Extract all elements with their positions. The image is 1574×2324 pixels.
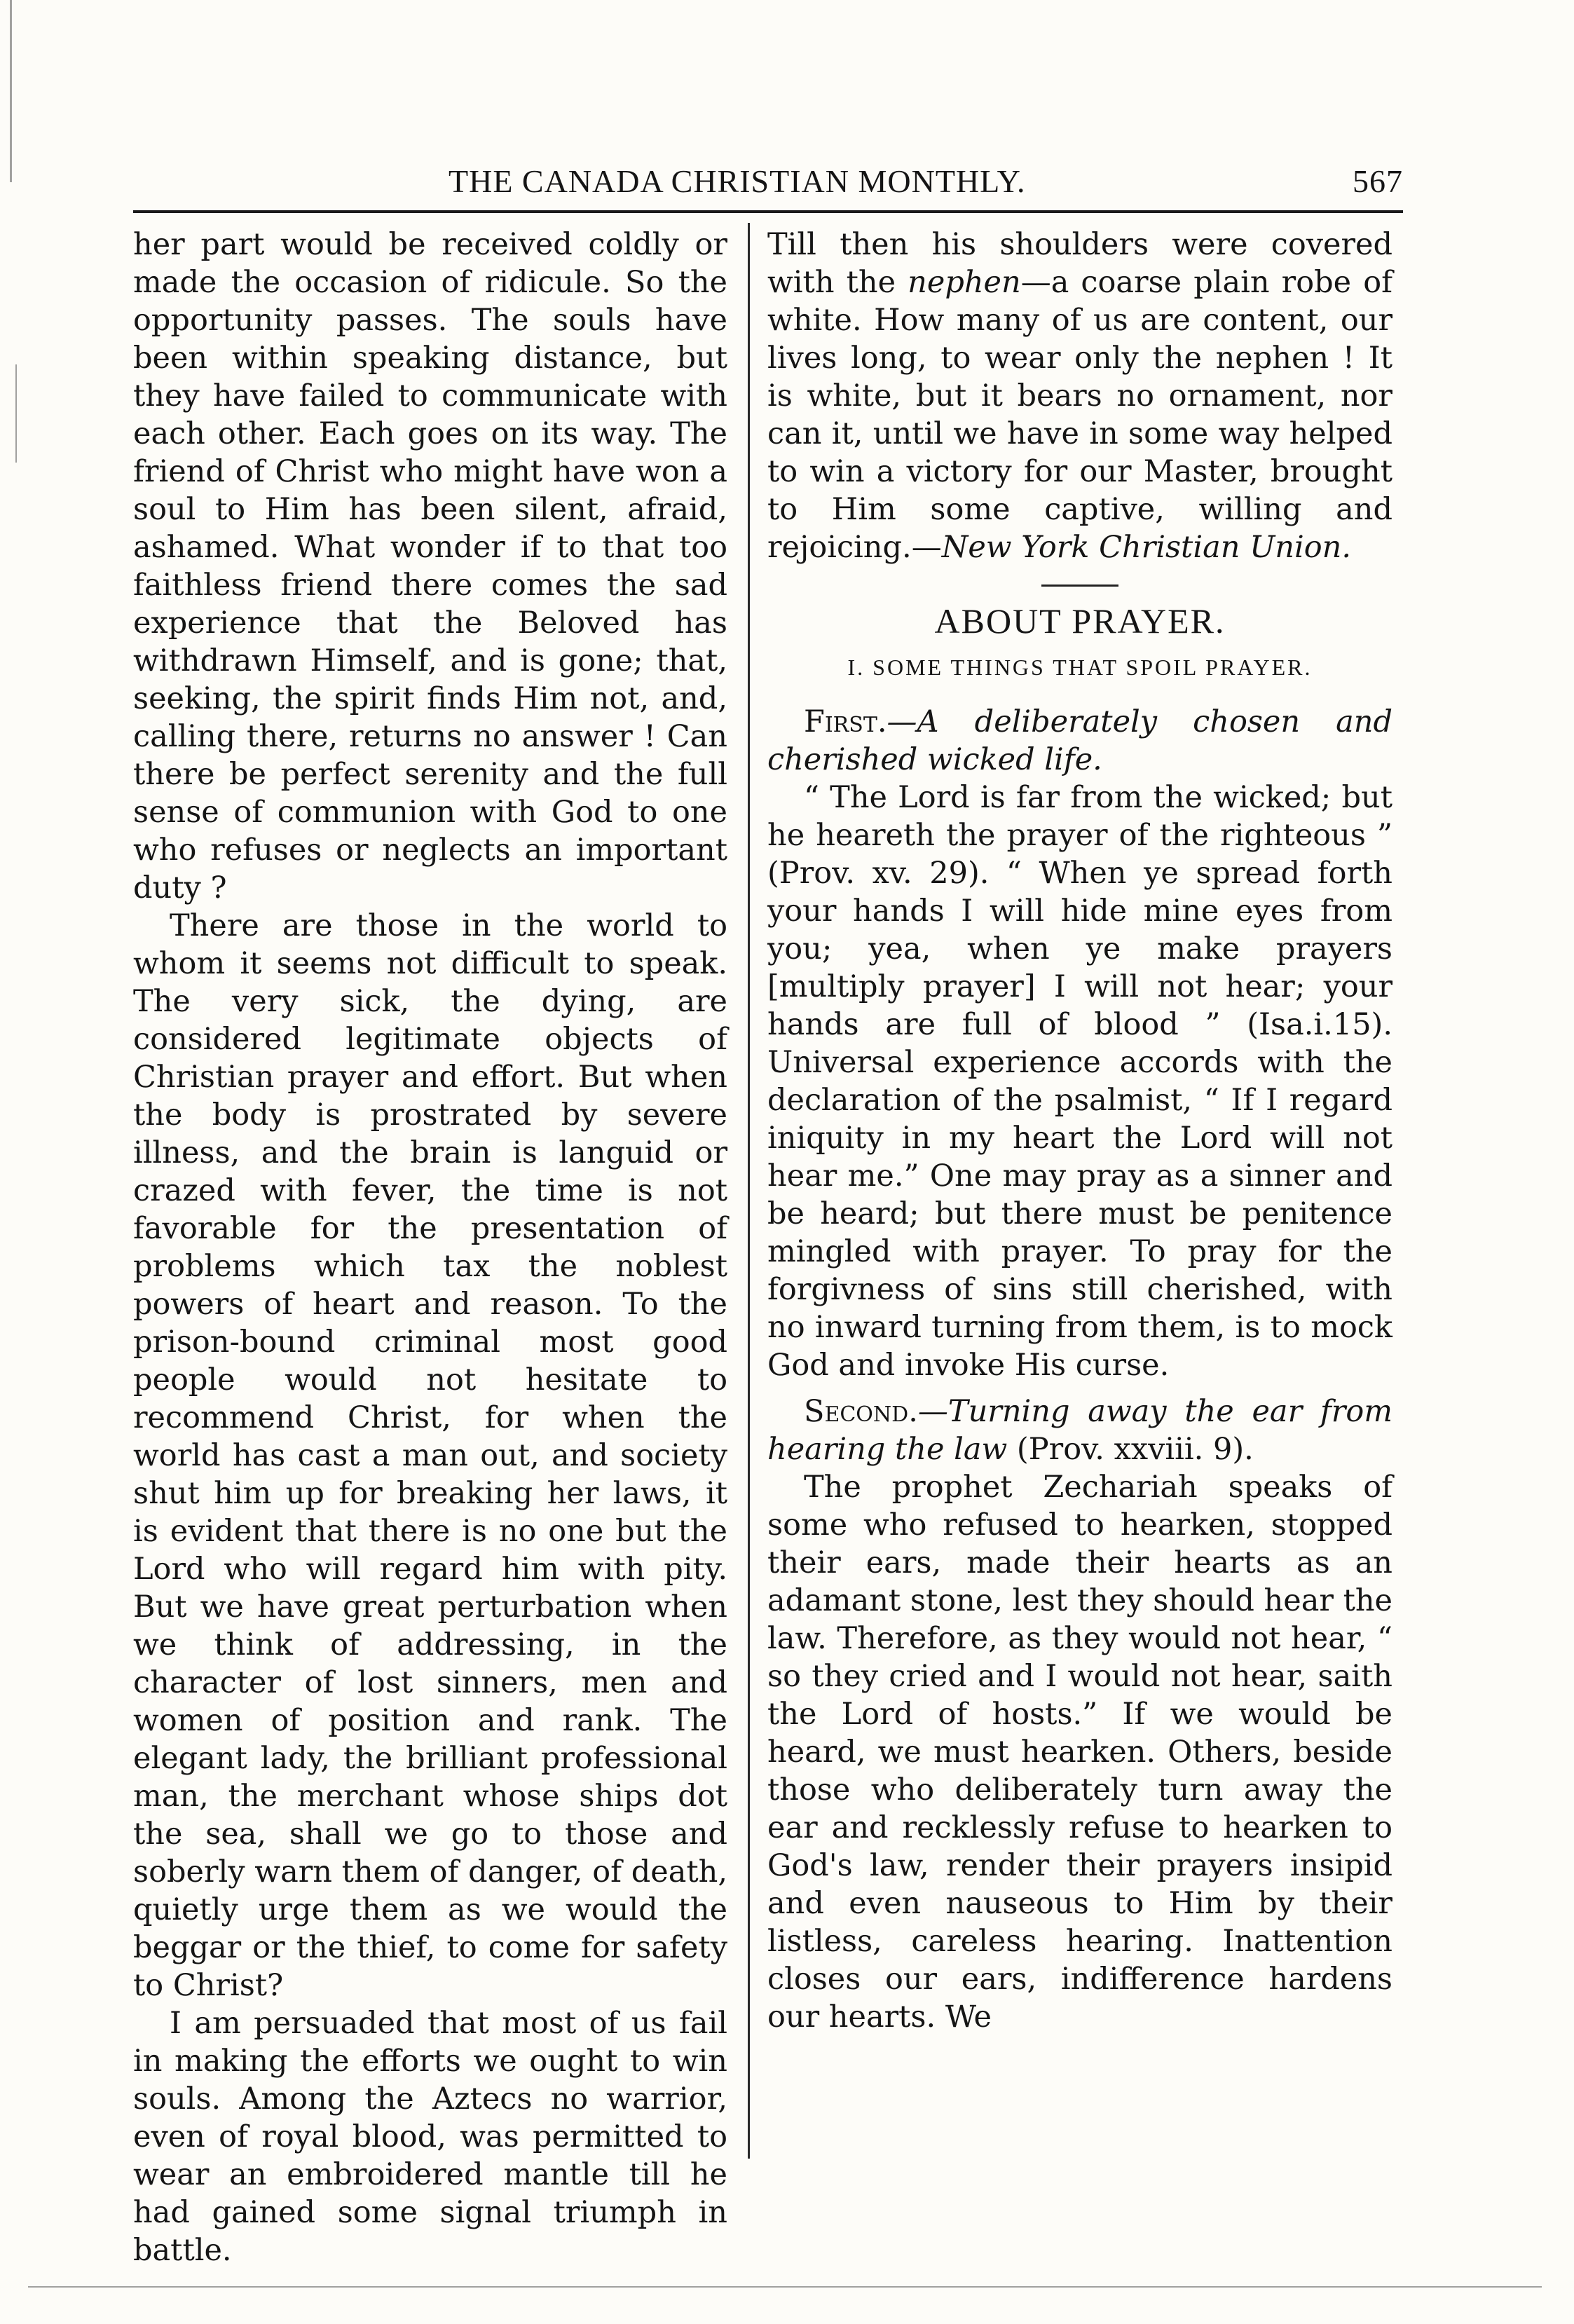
paragraph: her part would be received coldly or made the occasion of ridicule. So the opportunity passes. The souls have been within speaking distance, but they have failed to communicate with each other. Each goes on its way. The friend of Christ who might have won a soul to Him has been silent, afraid, ashamed. What wonder if to that too faithless friend there comes the sad experience that the Beloved has withdrawn Himself, and is gone; that, seeking, the spirit finds Him not, and, calling there, returns no answer ! Can there be perfect serenity and the full sense of communion with God to one who refuses or neglects an important duty ?: [133, 227, 727, 905]
paragraph: [767, 703, 1392, 779]
paragraph: The prophet Zechariah speaks of some who refused to hearken, stopped their ears, made their hearts as an adamant stone, lest they should hear the law. Therefore, as they would not hear, “ so they cried and I would not hear, saith the Lord of hosts.” If we would be heard, we must hearken. Others, beside those who deliberately turn away the ear and recklessly refuse to hearken to God's law, render their prayers insipid and even nauseous to Him by their listless, careless hearing. Inattention closes our ears, indifference hardens our hearts. We: [767, 1470, 1392, 2035]
scan-edge-mark: [10, 0, 12, 182]
text-run: —a coarse plain robe of white. How many of us are content, our lives long, to wear only the nephen ! It is white, but it bears no ornament, nor can it, until we have in some way helped to win a victory for our Master, brought to Him some captive, willing and rejoicing.—: [767, 265, 1392, 565]
text-run: Till then his shoulders were covered with the: [767, 227, 1392, 300]
scan-edge-mark: [28, 2286, 1542, 2288]
article-title: ABOUT PRAYER.: [934, 601, 1226, 641]
point-heading: —Turning away the ear from hearing the law: [767, 1394, 1392, 1467]
section-separator: [1041, 585, 1118, 587]
paragraph: There are those in the world to whom it seems not difficult to speak. The very sick, the dying, are considered legitimate objects of Christian prayer and effort. But when the body is prostrated by severe illness, and the brain is languid or crazed with fever, the time is not favorable for the presentation of problems which tax the noblest powers of heart and reason. To the prison-bound criminal most good people would not hesitate to recommend Christ, for when the world has cast a man out, and society shut him up for breaking her laws, it is evident that there is no one but the Lord who will regard him with pity. But we have great perturbation when we think of addressing, in the character of lost sinners, men and women of position and rank. The elegant lady, the brilliant professional man, the merchant whose ships dot the sea, shall we go to those and soberly warn them of danger, of death, quietly urge them as we would the beggar or the thief, to come for safety to Christ?: [133, 908, 727, 2003]
scripture-reference: (Prov. xxviii. 9).: [1007, 1432, 1254, 1467]
journal-title: THE CANADA CHRISTIAN MONTHLY.: [449, 163, 1026, 199]
point-label: Second.: [804, 1394, 918, 1429]
source-citation: New York Christian Union.: [941, 530, 1352, 565]
italic-term: nephen: [908, 265, 1021, 300]
page-number: 567: [1353, 163, 1403, 199]
point-heading: —A deliberately chosen and cherished wicked life.: [767, 704, 1392, 777]
paragraph: I am persuaded that most of us fail in making the efforts we ought to win souls. Among the Aztecs no warrior, even of royal blood, was permitted to wear an embroidered mantle till he had gained some signal triumph in battle.: [133, 2006, 727, 2268]
right-column: [767, 226, 1392, 2167]
paragraph: “ The Lord is far from the wicked; but he heareth the prayer of the righteous ” (Prov. xv. 29). “ When ye spread forth your hands I will hide mine eyes from you; yea, when ye make prayers [multiply prayer] I will not hear; your hands are full of blood ” (Isa.i.15). Universal experience accords with the declaration of the psalmist, “ If I regard iniquity in my heart the Lord will not hear me.” One may pray as a sinner and be heard; but there must be penitence mingled with prayer. To pray for the forgivness of sins still cherished, with no inward turning from them, is to mock God and invoke His curse.: [767, 780, 1392, 1383]
paragraph: [767, 226, 1392, 566]
point-label: First.: [804, 704, 887, 739]
column-divider: [748, 223, 750, 2159]
subheading: I. SOME THINGS THAT SPOIL PRAYER.: [847, 655, 1313, 680]
paragraph: [767, 1393, 1392, 1468]
header-rule: [133, 210, 1403, 213]
scan-edge-mark: [15, 364, 17, 463]
running-header: [133, 163, 1403, 207]
left-column: [133, 226, 727, 2268]
